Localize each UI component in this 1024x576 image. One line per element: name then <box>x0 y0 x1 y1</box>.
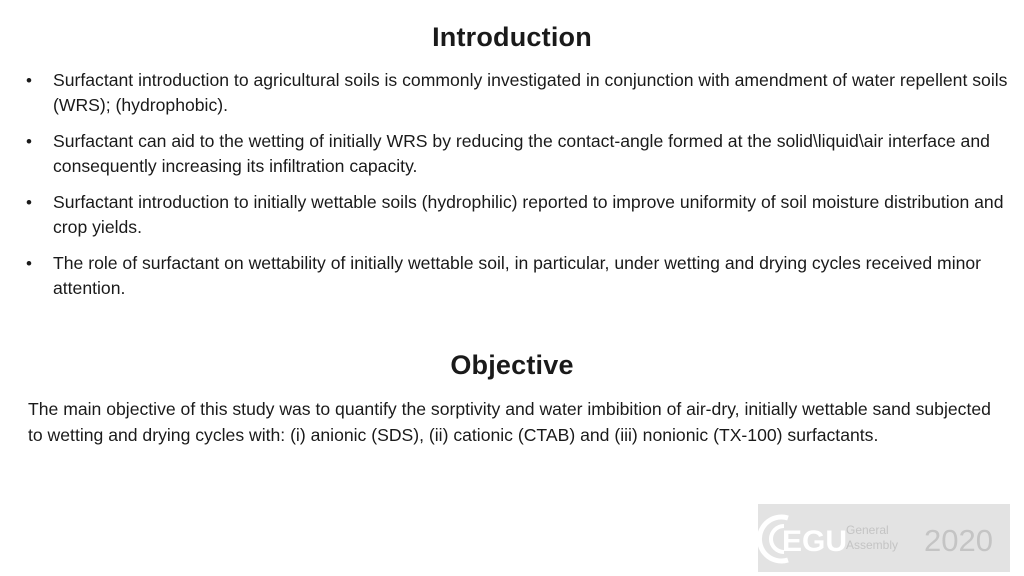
bullet-text: The role of surfactant on wettability of initially wettable soil, in particular, under wetting and drying cycles received minor attention. <box>53 253 982 298</box>
introduction-bullet-list <box>24 68 1009 312</box>
bullet-point-icon: • <box>26 132 32 151</box>
bullet-point-icon: • <box>26 193 32 212</box>
objective-paragraph: The main objective of this study was to quantify the sorptivity and water imbibition of air-dry, initially wettable sand subjected to wetting and drying cycles with: (i) anionic (SDS), (ii) cationic (CTAB) and (iii) nonionic (TX-100) surfactants. <box>28 399 991 445</box>
bullet-point-icon: • <box>26 71 32 90</box>
objective-heading: Objective <box>450 350 574 380</box>
egu-year: 2020 <box>924 523 993 558</box>
egu-logo <box>758 504 1010 572</box>
bullet-item <box>24 251 1009 301</box>
egu-acronym: EGU <box>782 525 848 558</box>
bullet-item <box>24 190 1009 240</box>
egu-general-label: General <box>846 523 889 537</box>
bullet-text: Surfactant introduction to agricultural soils is commonly investigated in conjunction with amendment of water repellent soils (WRS); (hydrophobic). <box>53 70 1008 115</box>
bullet-point-icon: • <box>26 254 32 273</box>
egu-assembly-label: Assembly <box>846 538 899 552</box>
introduction-heading: Introduction <box>432 22 592 52</box>
bullet-item <box>24 68 1009 118</box>
bullet-item <box>24 129 1009 179</box>
egu-logo-graphic <box>758 504 1010 572</box>
bullet-text: Surfactant introduction to initially wettable soils (hydrophilic) reported to improve uniformity of soil moisture distribution and crop yields. <box>53 192 1004 237</box>
bullet-text: Surfactant can aid to the wetting of initially WRS by reducing the contact-angle formed at the solid\liquid\air interface and consequently increasing its infiltration capacity. <box>53 131 990 176</box>
